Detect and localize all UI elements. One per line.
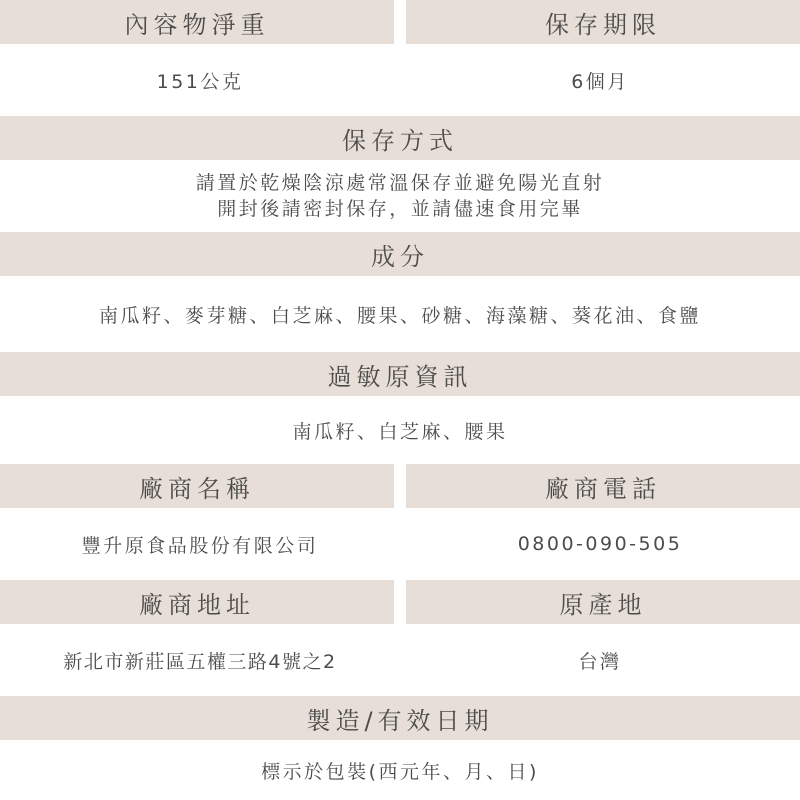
column-divider xyxy=(394,580,406,624)
storage-line-2: 開封後請密封保存，並請儘速食用完畢 xyxy=(217,198,583,220)
allergens-value: 南瓜籽、白芝麻、腰果 xyxy=(0,396,800,464)
value-row-address-origin xyxy=(0,624,800,696)
shelf-life-value: 6個月 xyxy=(400,44,800,116)
date-value: 標示於包裝(西元年、月、日) xyxy=(0,740,800,800)
net-weight-label: 內容物淨重 xyxy=(0,0,394,44)
value-row-allergens xyxy=(0,396,800,464)
manufacturer-label: 廠商名稱 xyxy=(0,464,394,508)
net-weight-value: 151公克 xyxy=(0,44,400,116)
value-row-manufacturer-phone xyxy=(0,508,800,580)
header-row-date xyxy=(0,696,800,740)
storage-label: 保存方式 xyxy=(0,116,800,160)
shelf-life-label: 保存期限 xyxy=(406,0,800,44)
phone-value: 0800-090-505 xyxy=(400,508,800,580)
value-row-date xyxy=(0,740,800,800)
header-row-storage xyxy=(0,116,800,160)
header-row-manufacturer-phone xyxy=(0,464,800,508)
column-divider xyxy=(394,464,406,508)
ingredients-value: 南瓜籽、麥芽糖、白芝麻、腰果、砂糖、海藻糖、葵花油、食鹽 xyxy=(0,276,800,352)
phone-label: 廠商電話 xyxy=(406,464,800,508)
storage-value xyxy=(0,160,800,232)
header-row-ingredients xyxy=(0,232,800,276)
ingredients-label: 成分 xyxy=(0,232,800,276)
value-row-ingredients xyxy=(0,276,800,352)
header-row-address-origin xyxy=(0,580,800,624)
address-value: 新北市新莊區五權三路4號之2 xyxy=(0,624,400,696)
header-row-allergens xyxy=(0,352,800,396)
origin-label: 原產地 xyxy=(406,580,800,624)
origin-value: 台灣 xyxy=(400,624,800,696)
storage-line-1: 請置於乾燥陰涼處常溫保存並避免陽光直射 xyxy=(195,172,605,194)
date-label: 製造/有效日期 xyxy=(0,696,800,740)
value-row-weight-shelf xyxy=(0,44,800,116)
header-row-weight-shelf xyxy=(0,0,800,44)
allergens-label: 過敏原資訊 xyxy=(0,352,800,396)
value-row-storage xyxy=(0,160,800,232)
column-divider xyxy=(394,0,406,44)
manufacturer-value: 豐升原食品股份有限公司 xyxy=(0,508,400,580)
address-label: 廠商地址 xyxy=(0,580,394,624)
